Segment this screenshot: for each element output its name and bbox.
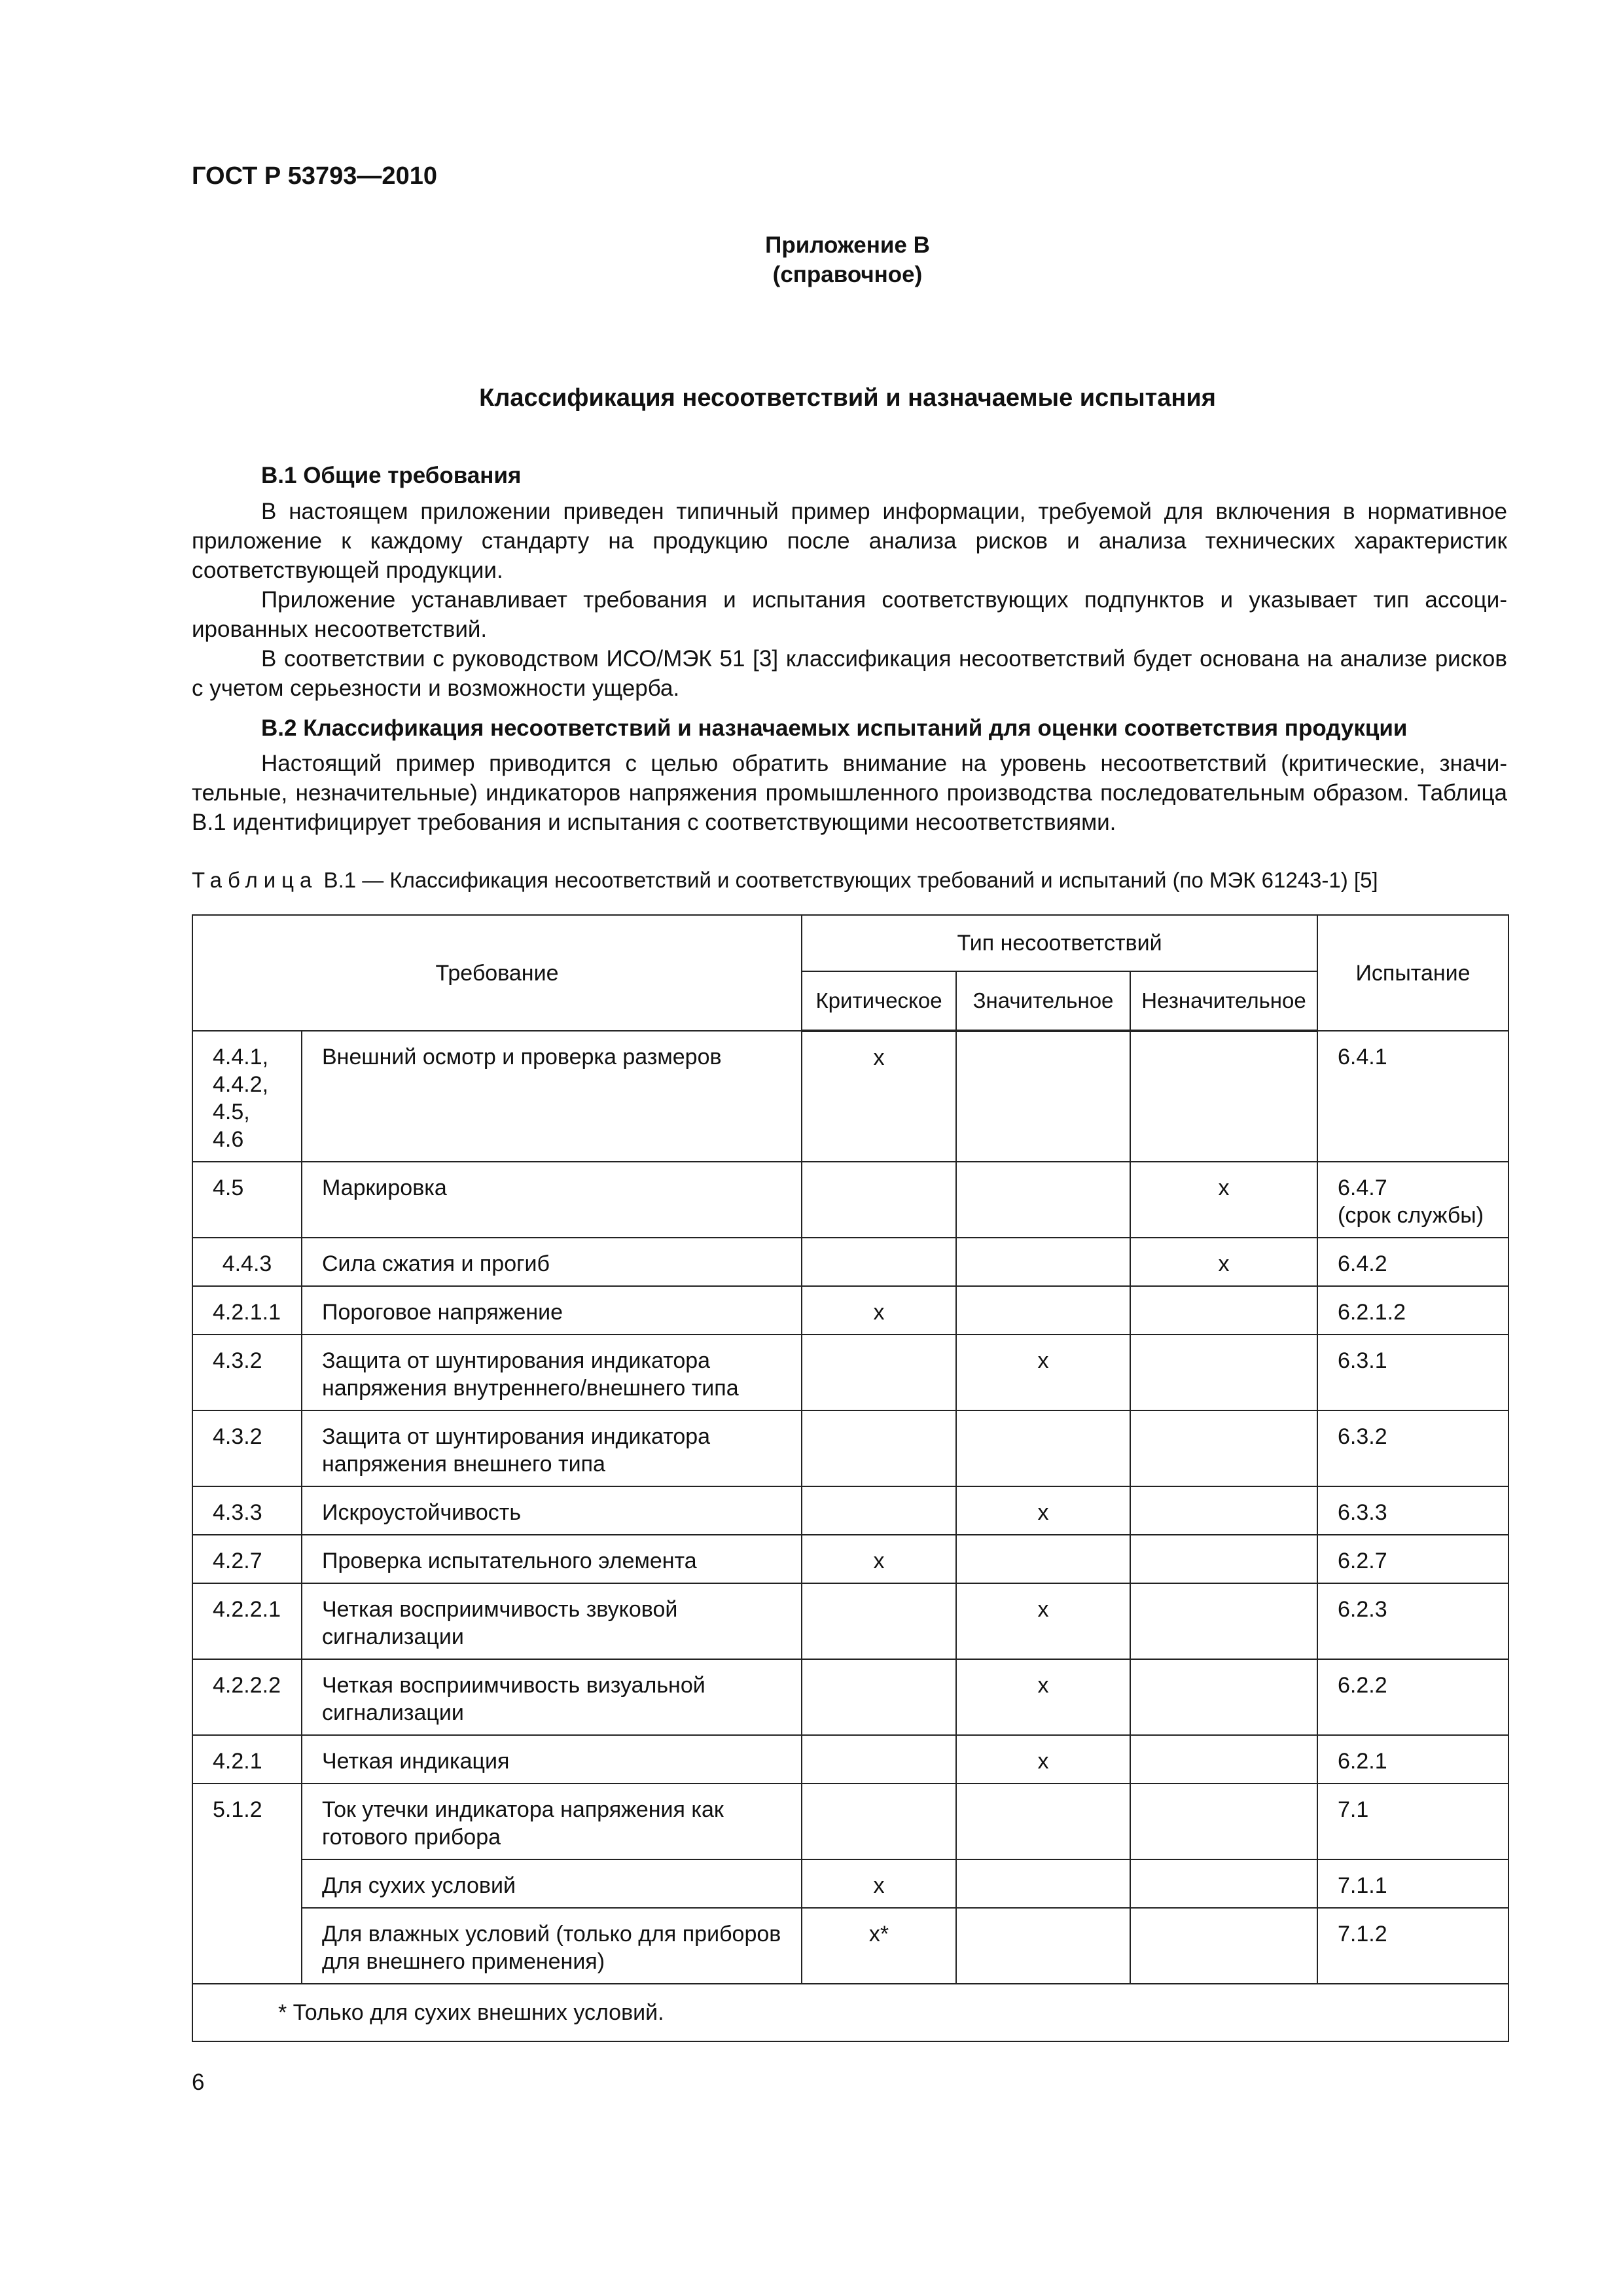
test-cell: 6.3.2 — [1317, 1410, 1508, 1486]
critical-cell — [802, 1486, 956, 1535]
section-1-title: В.1 Общие требования — [261, 463, 522, 488]
minor-cell — [1130, 1784, 1317, 1859]
minor-cell — [1130, 1583, 1317, 1659]
table-row — [192, 1335, 1508, 1410]
appendix-title: Приложение В — [765, 232, 930, 258]
section-2-title: В.2 Классификация несоответствий и назначаемых испытаний для оценки соответствия продукции — [261, 715, 1408, 741]
paragraph: В настоящем приложении приведен типичный пример информации, требуемой для включения в нормативное приложение к каждому стандарту на продукцию после анализа рисков и анализа технических характеристик соответствующей продукции. — [192, 499, 1507, 583]
header-requirement: Требование — [192, 915, 802, 1031]
requirement-cell: Четкая восприимчивость звуковой сигнализации — [302, 1583, 802, 1659]
table-row — [192, 1784, 1508, 1859]
significant-cell — [956, 1238, 1130, 1286]
clause-cell: 4.2.7 — [192, 1535, 302, 1583]
requirement-cell: Сила сжатия и прогиб — [302, 1238, 802, 1286]
significant-cell — [956, 1908, 1130, 1984]
requirement-cell: Маркировка — [302, 1162, 802, 1238]
significant-cell — [956, 1031, 1130, 1162]
minor-cell — [1130, 1659, 1317, 1735]
test-cell: 6.4.2 — [1317, 1238, 1508, 1286]
critical-cell — [802, 1238, 956, 1286]
test-cell: 6.2.3 — [1317, 1583, 1508, 1659]
table-row — [192, 1535, 1508, 1583]
minor-cell — [1130, 1286, 1317, 1335]
significant-cell: x — [956, 1583, 1130, 1659]
critical-cell: x — [802, 1859, 956, 1908]
header-significant: Значительное — [956, 971, 1130, 1031]
significant-cell: x — [956, 1335, 1130, 1410]
table-row — [192, 1583, 1508, 1659]
requirement-cell: Внешний осмотр и проверка размеров — [302, 1031, 802, 1162]
clause-cell: 4.3.2 — [192, 1335, 302, 1410]
table-row — [192, 1238, 1508, 1286]
requirement-cell: Искроустойчивость — [302, 1486, 802, 1535]
clause-cell: 4.2.1.1 — [192, 1286, 302, 1335]
clause-cell: 4.2.1 — [192, 1735, 302, 1784]
appendix-subtitle: (справочное) — [772, 262, 923, 287]
critical-cell — [802, 1735, 956, 1784]
table-row — [192, 1735, 1508, 1784]
critical-cell — [802, 1162, 956, 1238]
table-row — [192, 1286, 1508, 1335]
header-minor: Незначительное — [1130, 971, 1317, 1031]
minor-cell — [1130, 1535, 1317, 1583]
minor-cell — [1130, 1031, 1317, 1162]
table-caption-text: В.1 — Классификация несоответствий и соответствующих требований и испытаний (по МЭК 61243-1) [5] — [317, 868, 1378, 892]
table-caption — [192, 868, 1378, 893]
minor-cell: x — [1130, 1238, 1317, 1286]
significant-cell: x — [956, 1659, 1130, 1735]
critical-cell: x — [802, 1031, 956, 1162]
test-cell: 6.2.1.2 — [1317, 1286, 1508, 1335]
paragraph: Приложение устанавливает требования и испытания соответствующих подпунктов и указывает тип ассоциированных несоответствий. — [192, 587, 1507, 642]
table-caption-prefix: Таблица — [192, 868, 318, 892]
clause-cell: 4.2.2.2 — [192, 1659, 302, 1735]
critical-cell — [802, 1583, 956, 1659]
requirement-cell: Четкая индикация — [302, 1735, 802, 1784]
requirement-cell: Ток утечки индикатора напряжения как готового прибора — [302, 1784, 802, 1859]
requirement-cell: Для влажных условий (только для приборов для внешнего применения) — [302, 1908, 802, 1984]
clause-cell: 4.4.3 — [192, 1238, 302, 1286]
table-footnote: * Только для сухих внешних условий. — [192, 1984, 1508, 2041]
test-cell: 6.4.7 (срок службы) — [1317, 1162, 1508, 1238]
section-2-body — [192, 749, 1507, 837]
test-cell: 7.1.1 — [1317, 1859, 1508, 1908]
main-title: Классификация несоответствий и назначаемые испытания — [479, 384, 1216, 412]
table-row — [192, 1859, 1508, 1908]
table-row — [192, 1031, 1508, 1162]
test-cell: 6.3.3 — [1317, 1486, 1508, 1535]
minor-cell — [1130, 1335, 1317, 1410]
clause-cell: 5.1.2 — [192, 1784, 302, 1859]
critical-cell: x* — [802, 1908, 956, 1984]
minor-cell — [1130, 1908, 1317, 1984]
test-cell: 6.3.1 — [1317, 1335, 1508, 1410]
minor-cell — [1130, 1859, 1317, 1908]
minor-cell: x — [1130, 1162, 1317, 1238]
test-cell: 6.2.1 — [1317, 1735, 1508, 1784]
significant-cell: x — [956, 1735, 1130, 1784]
requirements-table — [192, 914, 1509, 2042]
test-cell: 6.4.1 — [1317, 1031, 1508, 1162]
critical-cell — [802, 1784, 956, 1859]
requirement-cell: Защита от шунтирования индикатора напряжения внешнего типа — [302, 1410, 802, 1486]
clause-cell: 4.4.1, 4.4.2, 4.5, 4.6 — [192, 1031, 302, 1162]
test-cell: 6.2.7 — [1317, 1535, 1508, 1583]
minor-cell — [1130, 1735, 1317, 1784]
clause-cell — [192, 1859, 302, 1908]
test-cell: 7.1.2 — [1317, 1908, 1508, 1984]
table-row — [192, 1162, 1508, 1238]
critical-cell — [802, 1410, 956, 1486]
requirement-cell: Пороговое напряжение — [302, 1286, 802, 1335]
critical-cell: x — [802, 1535, 956, 1583]
header-type-group: Тип несоответствий — [802, 915, 1317, 971]
clause-cell: 4.5 — [192, 1162, 302, 1238]
significant-cell: x — [956, 1486, 1130, 1535]
table-row — [192, 1486, 1508, 1535]
table-row — [192, 1908, 1508, 1984]
test-cell: 7.1 — [1317, 1784, 1508, 1859]
section-1-body — [192, 497, 1507, 703]
clause-cell: 4.3.2 — [192, 1410, 302, 1486]
table-row — [192, 1410, 1508, 1486]
critical-cell — [802, 1335, 956, 1410]
significant-cell — [956, 1784, 1130, 1859]
page-number: 6 — [192, 2070, 205, 2095]
header-test: Испытание — [1317, 915, 1508, 1031]
header-critical: Критическое — [802, 971, 956, 1031]
significant-cell — [956, 1859, 1130, 1908]
significant-cell — [956, 1410, 1130, 1486]
significant-cell — [956, 1535, 1130, 1583]
test-cell: 6.2.2 — [1317, 1659, 1508, 1735]
requirement-cell: Проверка испытательного элемента — [302, 1535, 802, 1583]
requirement-cell: Защита от шунтирования индикатора напряжения внутреннего/внешнего типа — [302, 1335, 802, 1410]
minor-cell — [1130, 1410, 1317, 1486]
clause-cell: 4.2.2.1 — [192, 1583, 302, 1659]
table-row — [192, 1659, 1508, 1735]
clause-cell — [192, 1908, 302, 1984]
requirement-cell: Четкая восприимчивость визуальной сигнализации — [302, 1659, 802, 1735]
requirement-cell: Для сухих условий — [302, 1859, 802, 1908]
significant-cell — [956, 1286, 1130, 1335]
minor-cell — [1130, 1486, 1317, 1535]
clause-cell: 4.3.3 — [192, 1486, 302, 1535]
document-code: ГОСТ Р 53793—2010 — [192, 162, 437, 190]
paragraph: В соответствии с руководством ИСО/МЭК 51 [3] классификация несоответствий будет основана на анализе рисков с учетом серьезности и возможности ущерба. — [192, 646, 1507, 701]
critical-cell — [802, 1659, 956, 1735]
critical-cell: x — [802, 1286, 956, 1335]
significant-cell — [956, 1162, 1130, 1238]
table-footnote-row — [192, 1984, 1508, 2041]
paragraph: Настоящий пример приводится с целью обратить внимание на уровень несоответствий (критические, значительные, незначительные) индикаторов напряжения промышленного производства последовательным образом. Таблица В.1 идентифицирует требования и испытания с соответствующими несоответствиями. — [192, 751, 1507, 835]
